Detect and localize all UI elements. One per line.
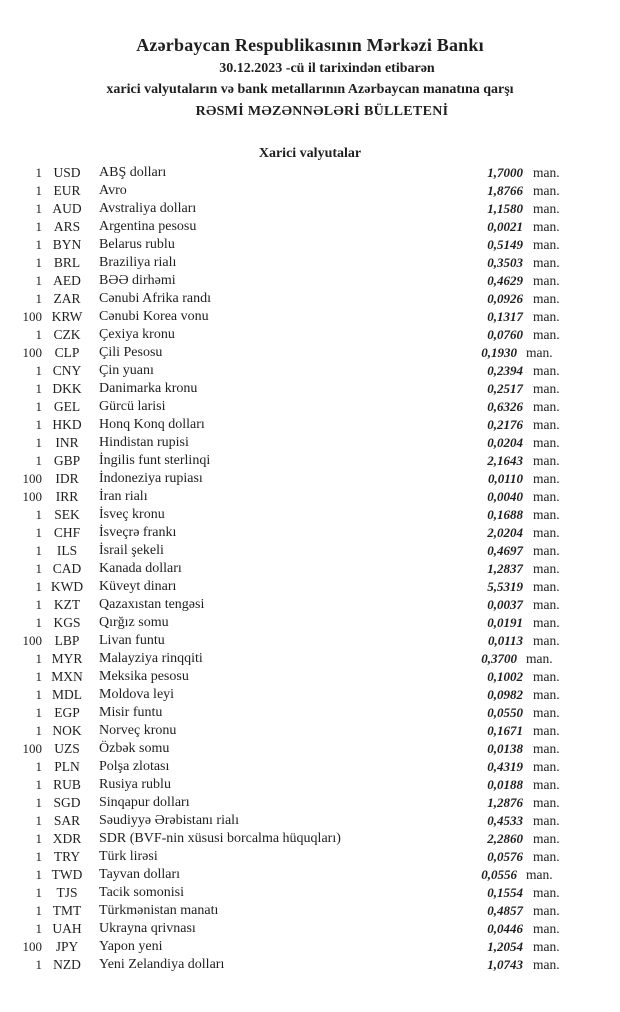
code-cell: CNY: [52, 362, 82, 378]
table-row: [0, 506, 620, 524]
table-row: [0, 344, 620, 362]
rate-cell: 0,0446: [487, 920, 523, 936]
qty-cell: 1: [35, 812, 42, 828]
qty-cell: 1: [35, 686, 42, 702]
table-row: [0, 452, 620, 470]
table-row: [0, 380, 620, 398]
qty-cell: 1: [35, 956, 42, 972]
name-cell: Avstraliya dolları: [99, 200, 197, 216]
unit-cell: man.: [533, 560, 560, 576]
table-row: [0, 650, 620, 668]
table-row: [0, 326, 620, 344]
unit-cell: man.: [533, 290, 560, 306]
name-cell: Çili Pesosu: [99, 344, 163, 360]
rates-table: [0, 164, 620, 974]
name-cell: Səudiyyə Ərəbistanı rialı: [99, 812, 239, 828]
qty-cell: 1: [35, 452, 42, 468]
table-row: [0, 614, 620, 632]
bank-title: Azərbaycan Respublikasının Mərkəzi Bankı: [136, 35, 484, 55]
rate-cell: 0,0760: [487, 326, 523, 342]
table-row: [0, 542, 620, 560]
effective-date-line: 30.12.2023 -cü il tarixindən etibarən: [219, 61, 435, 76]
code-cell: BYN: [52, 236, 82, 252]
code-cell: UZS: [54, 740, 80, 756]
table-row: [0, 488, 620, 506]
qty-cell: 1: [35, 776, 42, 792]
unit-cell: man.: [533, 632, 560, 648]
rate-cell: 1,1580: [487, 200, 523, 216]
code-cell: CLP: [54, 344, 80, 360]
table-row: [0, 236, 620, 254]
unit-cell: man.: [533, 542, 560, 558]
code-cell: JPY: [55, 938, 79, 954]
unit-cell: man.: [526, 650, 553, 666]
bulletin-title: RƏSMİ MƏZƏNNƏLƏRİ BÜLLETENİ: [195, 103, 449, 119]
table-row: [0, 416, 620, 434]
code-cell: KWD: [50, 578, 84, 594]
code-cell: CAD: [52, 560, 82, 576]
name-cell: Gürcü larisi: [99, 398, 166, 414]
qty-cell: 1: [35, 380, 42, 396]
name-cell: Livan funtu: [99, 632, 165, 648]
rate-cell: 1,7000: [487, 164, 523, 180]
table-row: [0, 776, 620, 794]
table-row: [0, 956, 620, 974]
rate-cell: 0,0982: [487, 686, 523, 702]
rate-cell: 1,2837: [487, 560, 523, 576]
name-cell: Kanada dolları: [99, 560, 182, 576]
qty-cell: 1: [35, 848, 42, 864]
name-cell: Qırğız somu: [99, 614, 169, 630]
qty-cell: 100: [22, 488, 42, 504]
table-row: [0, 632, 620, 650]
unit-cell: man.: [533, 524, 560, 540]
rate-cell: 2,2860: [487, 830, 523, 846]
code-cell: DKK: [52, 380, 82, 396]
rate-cell: 0,3700: [481, 650, 517, 666]
name-cell: BƏƏ dirhəmi: [99, 272, 176, 288]
table-row: [0, 218, 620, 236]
code-cell: KGS: [53, 614, 81, 630]
unit-cell: man.: [533, 452, 560, 468]
name-cell: Misir funtu: [99, 704, 163, 720]
name-cell: Braziliya rialı: [99, 254, 177, 270]
rate-cell: 0,4629: [487, 272, 523, 288]
rate-cell: 0,2517: [487, 380, 523, 396]
unit-cell: man.: [533, 902, 560, 918]
unit-cell: man.: [533, 704, 560, 720]
table-row: [0, 668, 620, 686]
name-cell: İngilis funt sterlinqi: [99, 452, 211, 468]
code-cell: SEK: [54, 506, 80, 522]
unit-cell: man.: [533, 272, 560, 288]
unit-cell: man.: [533, 758, 560, 774]
code-cell: TRY: [53, 848, 81, 864]
name-cell: Ukrayna qrivnası: [99, 920, 196, 936]
qty-cell: 1: [35, 650, 42, 666]
rate-cell: 0,0037: [487, 596, 523, 612]
code-cell: UAH: [52, 920, 82, 936]
name-cell: Polşa zlotası: [99, 758, 170, 774]
rate-cell: 0,1317: [487, 308, 523, 324]
qty-cell: 1: [35, 416, 42, 432]
rate-cell: 1,2876: [487, 794, 523, 810]
code-cell: NZD: [53, 956, 81, 972]
qty-cell: 100: [22, 470, 42, 486]
name-cell: İsrail şekeli: [99, 542, 164, 558]
table-row: [0, 362, 620, 380]
rate-cell: 1,0743: [487, 956, 523, 972]
rate-cell: 0,1671: [487, 722, 523, 738]
code-cell: EUR: [53, 182, 81, 198]
code-cell: RUB: [53, 776, 81, 792]
qty-cell: 1: [35, 272, 42, 288]
qty-cell: 100: [22, 344, 42, 360]
name-cell: Küveyt dinarı: [99, 578, 177, 594]
code-cell: PLN: [54, 758, 80, 774]
name-cell: Avro: [99, 182, 127, 198]
unit-cell: man.: [533, 200, 560, 216]
rate-cell: 0,4857: [487, 902, 523, 918]
rate-cell: 0,5149: [487, 236, 523, 252]
table-row: [0, 812, 620, 830]
name-cell: Meksika pesosu: [99, 668, 189, 684]
code-cell: MYR: [51, 650, 83, 666]
unit-cell: man.: [533, 380, 560, 396]
unit-cell: man.: [533, 848, 560, 864]
qty-cell: 1: [35, 722, 42, 738]
code-cell: AED: [53, 272, 81, 288]
unit-cell: man.: [533, 830, 560, 846]
rate-cell: 0,0550: [487, 704, 523, 720]
qty-cell: 1: [35, 794, 42, 810]
code-cell: TWD: [51, 866, 83, 882]
name-cell: İndoneziya rupiası: [99, 470, 203, 486]
rate-cell: 1,8766: [487, 182, 523, 198]
qty-cell: 1: [35, 200, 42, 216]
qty-cell: 1: [35, 614, 42, 630]
rate-cell: 2,1643: [487, 452, 523, 468]
qty-cell: 1: [35, 182, 42, 198]
name-cell: İsveç kronu: [99, 506, 165, 522]
code-cell: TJS: [56, 884, 78, 900]
unit-cell: man.: [533, 326, 560, 342]
unit-cell: man.: [533, 470, 560, 486]
unit-cell: man.: [533, 956, 560, 972]
code-cell: EGP: [54, 704, 80, 720]
qty-cell: 1: [35, 578, 42, 594]
rate-cell: 0,0926: [487, 290, 523, 306]
rate-cell: 0,1688: [487, 506, 523, 522]
name-cell: Belarus rublu: [99, 236, 175, 252]
rate-cell: 0,1930: [481, 344, 517, 360]
name-cell: Malayziya rinqqiti: [99, 650, 203, 666]
qty-cell: 1: [35, 434, 42, 450]
code-cell: CHF: [53, 524, 81, 540]
name-cell: İsveçrə frankı: [99, 524, 177, 540]
name-cell: Çin yuanı: [99, 362, 154, 378]
table-row: [0, 830, 620, 848]
unit-cell: man.: [533, 398, 560, 414]
code-cell: CZK: [53, 326, 81, 342]
unit-cell: man.: [533, 434, 560, 450]
code-cell: TMT: [52, 902, 82, 918]
unit-cell: man.: [533, 596, 560, 612]
table-row: [0, 866, 620, 884]
code-cell: KZT: [53, 596, 81, 612]
rate-cell: 0,0191: [487, 614, 523, 630]
qty-cell: 1: [35, 236, 42, 252]
unit-cell: man.: [533, 416, 560, 432]
code-cell: ILS: [56, 542, 78, 558]
name-cell: Argentina pesosu: [99, 218, 197, 234]
rate-cell: 0,0204: [487, 434, 523, 450]
unit-cell: man.: [533, 794, 560, 810]
unit-cell: man.: [533, 722, 560, 738]
qty-cell: 1: [35, 920, 42, 936]
rate-cell: 0,0110: [487, 470, 523, 486]
qty-cell: 1: [35, 362, 42, 378]
code-cell: MDL: [52, 686, 82, 702]
rate-cell: 0,0138: [487, 740, 523, 756]
code-cell: KRW: [51, 308, 83, 324]
unit-cell: man.: [533, 488, 560, 504]
rate-cell: 0,3503: [487, 254, 523, 270]
code-cell: SGD: [53, 794, 81, 810]
name-cell: Hindistan rupisi: [99, 434, 189, 450]
table-row: [0, 272, 620, 290]
rate-cell: 0,4533: [487, 812, 523, 828]
code-cell: GEL: [53, 398, 81, 414]
table-row: [0, 686, 620, 704]
table-row: [0, 704, 620, 722]
table-row: [0, 200, 620, 218]
code-cell: ZAR: [53, 290, 81, 306]
table-row: [0, 470, 620, 488]
table-row: [0, 308, 620, 326]
rate-cell: 5,5319: [487, 578, 523, 594]
code-cell: ARS: [53, 218, 81, 234]
table-row: [0, 740, 620, 758]
code-cell: MXN: [51, 668, 83, 684]
rate-cell: 0,1554: [487, 884, 523, 900]
qty-cell: 1: [35, 290, 42, 306]
qty-cell: 100: [22, 740, 42, 756]
rate-cell: 0,0188: [487, 776, 523, 792]
name-cell: Qazaxıstan tengəsi: [99, 596, 205, 612]
table-row: [0, 722, 620, 740]
code-cell: USD: [53, 164, 81, 180]
rate-cell: 0,1002: [487, 668, 523, 684]
rate-cell: 0,0113: [487, 632, 523, 648]
unit-cell: man.: [533, 668, 560, 684]
table-row: [0, 938, 620, 956]
qty-cell: 1: [35, 542, 42, 558]
unit-cell: man.: [533, 740, 560, 756]
unit-cell: man.: [533, 254, 560, 270]
rate-cell: 0,4697: [487, 542, 523, 558]
rate-cell: 0,6326: [487, 398, 523, 414]
qty-cell: 100: [22, 308, 42, 324]
unit-cell: man.: [533, 308, 560, 324]
qty-cell: 1: [35, 398, 42, 414]
qty-cell: 1: [35, 254, 42, 270]
qty-cell: 1: [35, 218, 42, 234]
table-row: [0, 182, 620, 200]
rate-cell: 0,0556: [481, 866, 517, 882]
unit-cell: man.: [533, 884, 560, 900]
rate-cell: 0,2176: [487, 416, 523, 432]
unit-cell: man.: [533, 218, 560, 234]
table-row: [0, 884, 620, 902]
name-cell: SDR (BVF-nin xüsusi borcalma hüquqları): [99, 830, 341, 846]
name-cell: Cənubi Afrika randı: [99, 290, 211, 306]
code-cell: BRL: [53, 254, 81, 270]
qty-cell: 1: [35, 902, 42, 918]
unit-cell: man.: [533, 362, 560, 378]
name-cell: Moldova leyi: [99, 686, 175, 702]
qty-cell: 1: [35, 596, 42, 612]
unit-cell: man.: [533, 578, 560, 594]
table-row: [0, 902, 620, 920]
qty-cell: 100: [22, 632, 42, 648]
qty-cell: 1: [35, 884, 42, 900]
qty-cell: 1: [35, 164, 42, 180]
name-cell: İran rialı: [99, 488, 148, 504]
unit-cell: man.: [533, 614, 560, 630]
rate-cell: 2,0204: [487, 524, 523, 540]
table-row: [0, 794, 620, 812]
qty-cell: 1: [35, 560, 42, 576]
qty-cell: 1: [35, 524, 42, 540]
code-cell: GBP: [53, 452, 81, 468]
table-row: [0, 758, 620, 776]
code-cell: HKD: [52, 416, 82, 432]
qty-cell: 1: [35, 866, 42, 882]
scope-line: xarici valyutaların və bank metallarının Azərbaycan manatına qarşı: [106, 82, 514, 98]
qty-cell: 1: [35, 668, 42, 684]
unit-cell: man.: [533, 776, 560, 792]
table-row: [0, 524, 620, 542]
unit-cell: man.: [533, 182, 560, 198]
qty-cell: 1: [35, 704, 42, 720]
name-cell: Özbək somu: [99, 740, 170, 756]
table-row: [0, 254, 620, 272]
rate-cell: 0,0040: [487, 488, 523, 504]
name-cell: Norveç kronu: [99, 722, 177, 738]
unit-cell: man.: [533, 686, 560, 702]
code-cell: NOK: [52, 722, 82, 738]
code-cell: IRR: [55, 488, 79, 504]
code-cell: AUD: [52, 200, 82, 216]
qty-cell: 1: [35, 758, 42, 774]
table-row: [0, 290, 620, 308]
table-row: [0, 164, 620, 182]
section-title-foreign-currencies: Xarici valyutalar: [258, 145, 362, 161]
table-row: [0, 578, 620, 596]
rate-cell: 0,0021: [487, 218, 523, 234]
qty-cell: 1: [35, 506, 42, 522]
name-cell: Danimarka kronu: [99, 380, 198, 396]
unit-cell: man.: [533, 164, 560, 180]
name-cell: Tayvan dolları: [99, 866, 181, 882]
name-cell: Cənubi Korea vonu: [99, 308, 209, 324]
name-cell: Yapon yeni: [99, 938, 163, 954]
name-cell: Rusiya rublu: [99, 776, 171, 792]
code-cell: XDR: [52, 830, 82, 846]
code-cell: LBP: [54, 632, 80, 648]
name-cell: Türkmənistan manatı: [99, 902, 219, 918]
code-cell: SAR: [53, 812, 81, 828]
rate-cell: 0,4319: [487, 758, 523, 774]
name-cell: Yeni Zelandiya dolları: [99, 956, 225, 972]
unit-cell: man.: [533, 236, 560, 252]
name-cell: Sinqapur dolları: [99, 794, 190, 810]
name-cell: Türk lirəsi: [99, 848, 158, 864]
unit-cell: man.: [533, 506, 560, 522]
qty-cell: 100: [22, 938, 42, 954]
rate-cell: 0,0576: [487, 848, 523, 864]
unit-cell: man.: [526, 344, 553, 360]
name-cell: Çexiya kronu: [99, 326, 175, 342]
table-row: [0, 848, 620, 866]
code-cell: IDR: [55, 470, 79, 486]
table-row: [0, 920, 620, 938]
table-row: [0, 434, 620, 452]
rate-cell: 0,2394: [487, 362, 523, 378]
name-cell: Honq Konq dolları: [99, 416, 205, 432]
code-cell: INR: [55, 434, 79, 450]
table-row: [0, 398, 620, 416]
qty-cell: 1: [35, 830, 42, 846]
unit-cell: man.: [533, 812, 560, 828]
name-cell: ABŞ dolları: [99, 164, 167, 180]
table-row: [0, 596, 620, 614]
table-row: [0, 560, 620, 578]
rate-cell: 1,2054: [487, 938, 523, 954]
bulletin-header: [0, 0, 620, 122]
unit-cell: man.: [533, 920, 560, 936]
unit-cell: man.: [533, 938, 560, 954]
unit-cell: man.: [526, 866, 553, 882]
name-cell: Tacik somonisi: [99, 884, 184, 900]
qty-cell: 1: [35, 326, 42, 342]
